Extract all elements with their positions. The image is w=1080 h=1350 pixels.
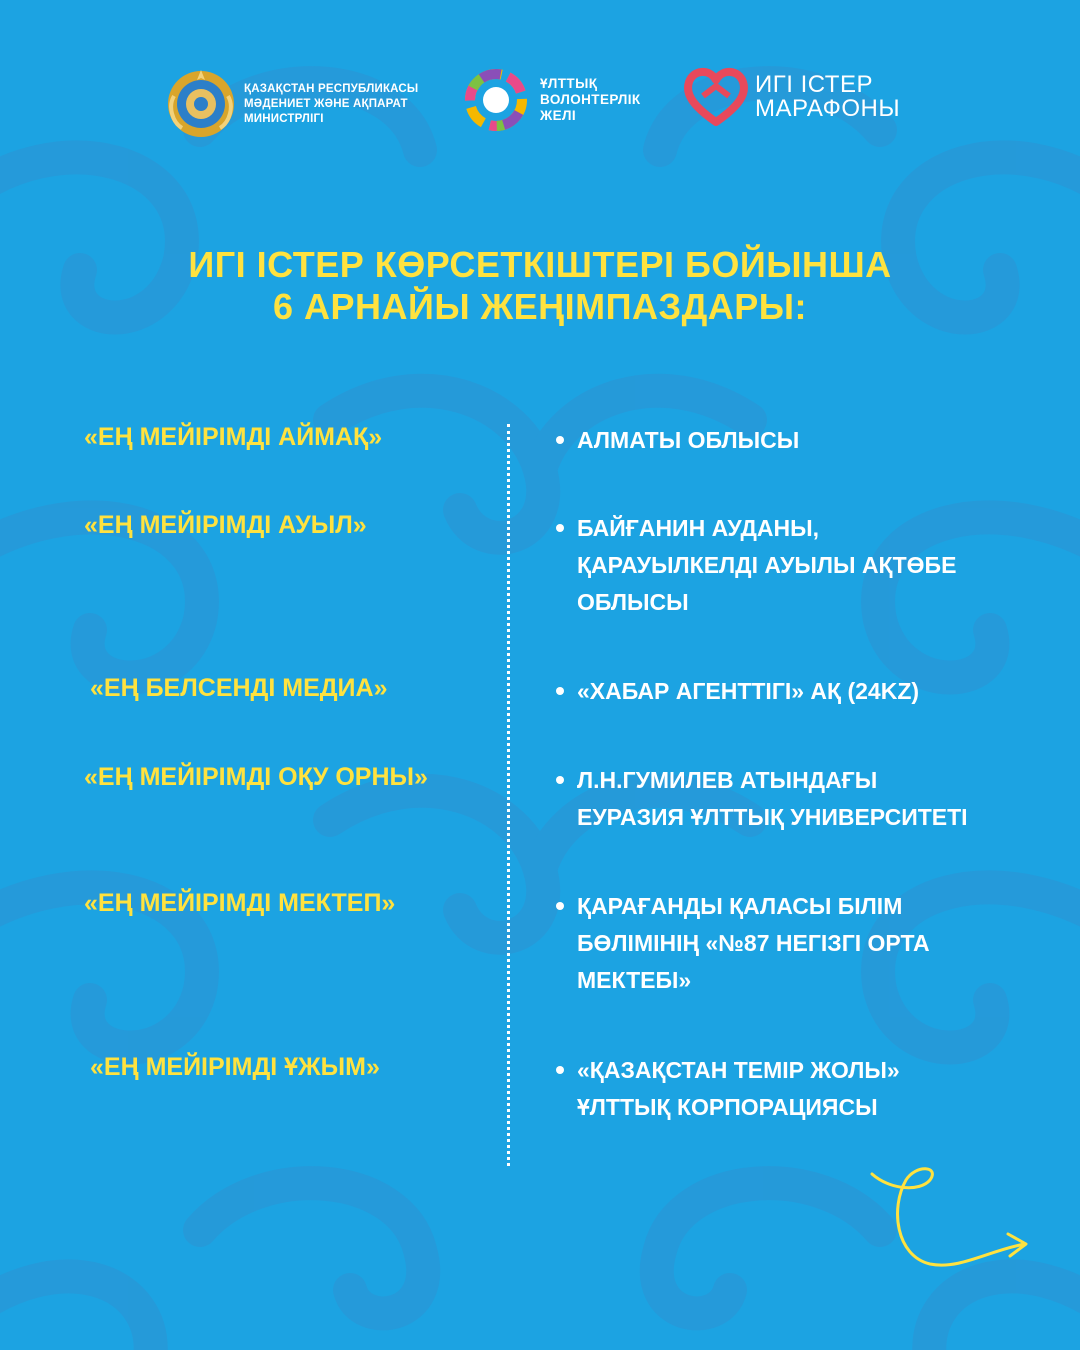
good-deeds-marathon-logo <box>683 66 900 128</box>
winner-line: ҰЛТТЫҚ КОРПОРАЦИЯСЫ <box>577 1094 878 1120</box>
header-logos <box>0 66 1080 146</box>
bullet-icon <box>556 902 564 910</box>
winner-line: БАЙҒАНИН АУДАНЫ, <box>577 515 819 541</box>
winner-line: «ХАБАР АГЕНТТІГІ» АҚ (24KZ) <box>577 678 920 704</box>
winner-line: АЛМАТЫ ОБЛЫСЫ <box>577 427 800 453</box>
volunteer-network-logo <box>462 66 641 134</box>
winner <box>556 510 1056 621</box>
bullet-icon <box>556 436 564 444</box>
volunteer-line3: ЖЕЛІ <box>540 108 577 123</box>
title-line1: ИГІ ІСТЕР КӨРСЕТКІШТЕРІ БОЙЫНША <box>188 244 892 285</box>
category-label: «ЕҢ МЕЙІРІМДІ ОҚУ ОРНЫ» <box>84 763 428 791</box>
winner-line: БӨЛІМІНІҢ «№87 НЕГІЗГІ ОРТА <box>577 930 930 956</box>
marathon-line1: ИГІ ІСТЕР <box>755 71 873 98</box>
winner <box>556 422 1056 459</box>
volunteer-line2: ВОЛОНТЕРЛІК <box>540 92 641 107</box>
category-label: «ЕҢ МЕЙІРІМДІ АЙМАҚ» <box>84 423 383 451</box>
page-title <box>0 244 1080 328</box>
winner-line: Л.Н.ГУМИЛЕВ АТЫНДАҒЫ <box>577 767 878 793</box>
bullet-icon <box>556 687 564 695</box>
bullet-icon <box>556 1066 564 1074</box>
winner-line: МЕКТЕБІ» <box>577 967 692 993</box>
kazakhstan-emblem-icon <box>166 66 236 142</box>
winner-line: ҚАРАҒАНДЫ ҚАЛАСЫ БІЛІМ <box>577 893 903 919</box>
winner-line: ЕУРАЗИЯ ҰЛТТЫҚ УНИВЕРСИТЕТІ <box>577 804 968 830</box>
ministry-line1: ҚАЗАҚСТАН РЕСПУБЛИКАСЫ <box>244 82 419 95</box>
winner <box>556 673 1056 710</box>
swipe-arrow-icon <box>860 1160 1040 1280</box>
winner <box>556 1052 1056 1126</box>
winner <box>556 762 1056 836</box>
volunteer-line1: ҰЛТТЫҚ <box>540 76 598 91</box>
title-line2: 6 АРНАЙЫ ЖЕҢІМПАЗДАРЫ: <box>272 286 807 327</box>
winner-line: «ҚАЗАҚСТАН ТЕМІР ЖОЛЫ» <box>577 1057 900 1083</box>
winner <box>556 888 1056 999</box>
ministry-line2: МӘДЕНИЕТ ЖӘНЕ АҚПАРАТ <box>244 97 408 110</box>
category-label: «ЕҢ МЕЙІРІМДІ ҰЖЫМ» <box>90 1053 380 1081</box>
bullet-icon <box>556 776 564 784</box>
heart-icon <box>683 66 749 128</box>
bullet-icon <box>556 524 564 532</box>
volunteer-ring-icon <box>462 66 530 134</box>
marathon-line2: МАРАФОНЫ <box>755 95 901 122</box>
category-label: «ЕҢ МЕЙІРІМДІ МЕКТЕП» <box>84 889 396 917</box>
winner-line: ОБЛЫСЫ <box>577 589 689 615</box>
category-label: «ЕҢ МЕЙІРІМДІ АУЫЛ» <box>84 511 367 539</box>
category-label: «ЕҢ БЕЛСЕНДІ МЕДИА» <box>90 674 388 702</box>
ministry-line3: МИНИСТРЛІГІ <box>244 112 324 125</box>
winner-line: ҚАРАУЫЛКЕЛДІ АУЫЛЫ АҚТӨБЕ <box>577 552 957 578</box>
ministry-logo <box>166 66 418 142</box>
column-divider <box>507 424 510 1166</box>
